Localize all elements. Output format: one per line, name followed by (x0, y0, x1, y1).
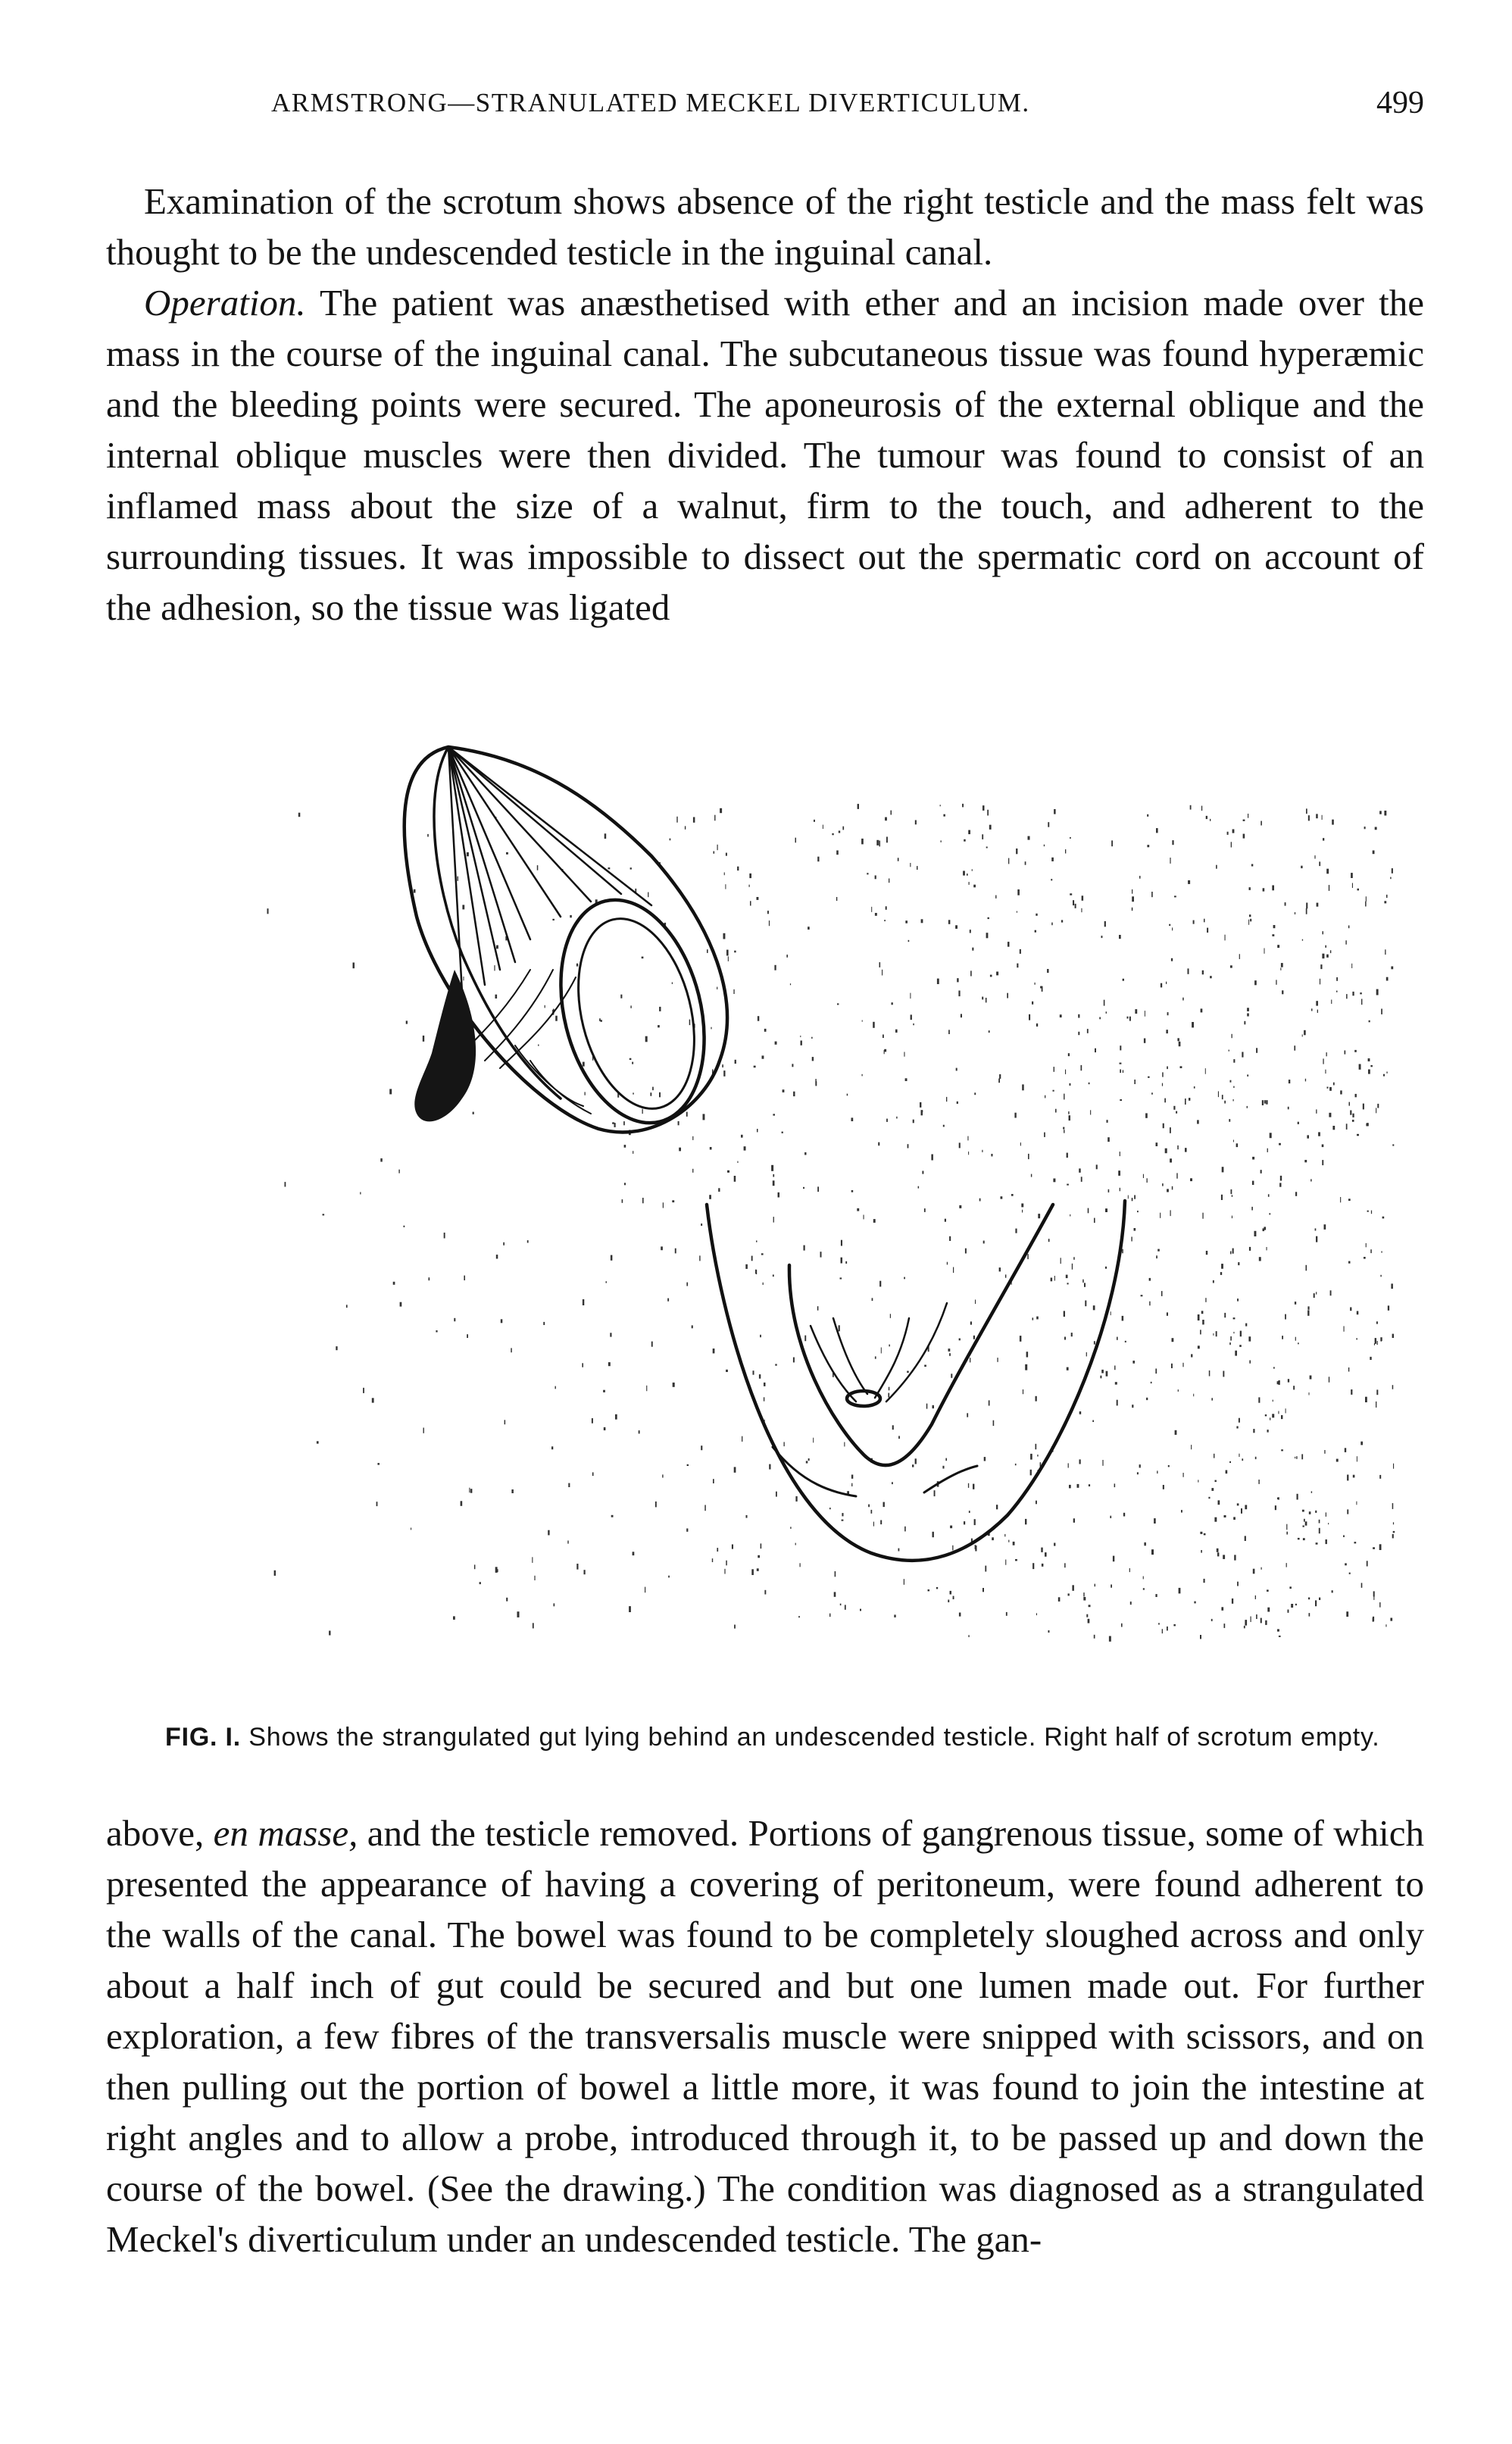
continuation-italic-phrase: en masse, (213, 1812, 358, 1854)
paragraph-examination: Examination of the scrotum shows absence of the right testicle and the mass felt was thought to be the undescended testicle in the inguinal canal. (106, 180, 1424, 273)
page-header (106, 88, 1424, 133)
continuation-text-start: above, (106, 1812, 214, 1854)
caption-text: Shows the strangulated gut lying behind an undescended testicle. Right half of scrotum empty. (241, 1723, 1380, 1752)
body-text-top (106, 176, 1424, 633)
figure-caption (106, 1718, 1424, 1756)
continuation-text-rest: and the testicle removed. Portions of gangrenous tissue, some of which presented the appearance of having a covering of peritoneum, were found adherent to the walls of the canal. The bowel was found to be completely sloughed across and only about a half inch of gut could be secured and but one lumen made out. For further exploration, a few fibres of the transversalis muscle were snipped with scissors, and on then pulling out the portion of bowel a little more, it was found to join the intestine at right angles and to allow a probe, introduced through it, to be passed up and down the course of the bowel. (See the drawing.) The condition was diagnosed as a strangulated Meckel's diverticulum under an undescended testicle. The gan- (106, 1812, 1424, 2260)
anatomical-drawing (106, 742, 1424, 1712)
figure-illustration (106, 742, 1424, 1712)
strangulated-gut-mass (414, 970, 476, 1121)
running-head: ARMSTRONG—STRANULATED MECKEL DIVERTICULUM. (271, 88, 1030, 117)
body-text-bottom (106, 1808, 1424, 2264)
paragraph-continuation (106, 1808, 1424, 2264)
paragraph-operation (106, 277, 1424, 633)
page-number: 499 (1376, 86, 1424, 120)
stipple-shading (267, 804, 1395, 1642)
operation-label: Operation. (144, 282, 306, 323)
bowel-loop-drawing (707, 1201, 1125, 1561)
operation-text: The patient was anæsthetised with ether and an incision made over the mass in the course of the inguinal canal. The subcutaneous tissue was found hyperæmic and the bleeding points were secured. The aponeurosis of the external oblique and the internal oblique muscles were then divided. The tumour was found to consist of an inflamed mass about the size of a walnut, firm to the touch, and adherent to the surrounding tissues. It was impossible to dissect out the spermatic cord on account of the adhesion, so the tissue was ligated (106, 282, 1424, 628)
figure-number: FIG. I. (165, 1723, 242, 1752)
